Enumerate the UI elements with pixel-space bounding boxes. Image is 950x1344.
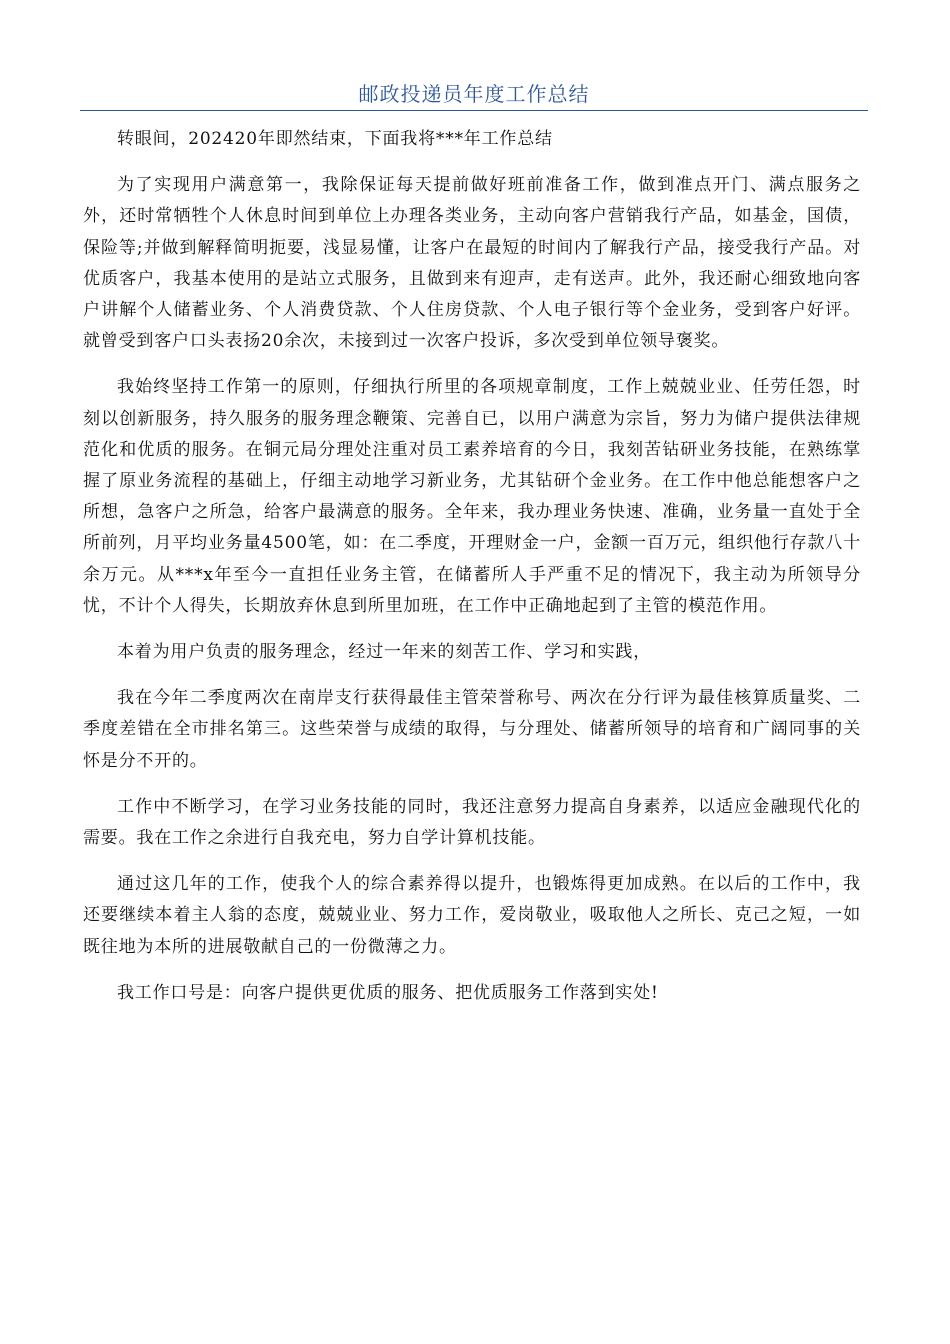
paragraph-customer-service: 为了实现用户满意第一，我除保证每天提前做好班前准备工作，做到准点开门、满点服务之外，还时常牺牲个人休息时间到单位上办理各类业务，主动向客户营销我行产品，如基金，国债，保险等;并做到解释简明扼要，浅显易懂，让客户在最短的时间内了解我行产品，接受我行产品。对优质客户，我基本使用的是站立式服务，且做到来有迎声，走有送声。此外，我还耐心细致地向客户讲解个人储蓄业务、个人消费贷款、个人住房贷款、个人电子银行等个金业务，受到客户好评。就曾受到客户口头表扬20余次，未接到过一次客户投诉，多次受到单位领导褒奖。 bbox=[83, 175, 861, 352]
paragraph-service-philosophy: 本着为用户负责的服务理念，经过一年来的刻苦工作、学习和实践， bbox=[117, 642, 651, 663]
document-title: 邮政投递员年度工作总结 bbox=[358, 82, 590, 106]
paragraph-future: 通过这几年的工作，使我个人的综合素养得以提升，也锻炼得更加成熟。在以后的工作中，我还要继续本着主人翁的态度，兢兢业业、努力工作，爱岗敬业，吸取他人之所长、克己之短，一如既往地为本所的进展敬献自己的一份微薄之力。 bbox=[83, 874, 861, 957]
document-body bbox=[83, 124, 861, 1024]
paragraph-intro: 转眼间，202420年即然结束，下面我将***年工作总结 bbox=[117, 129, 553, 149]
title-underline bbox=[80, 110, 868, 111]
paragraph-honors: 我在今年二季度两次在南岸支行获得最佳主管荣誉称号、两次在分行评为最佳核算质量奖、二季度差错在全市排名第三。这些荣誉与成绩的取得，与分理处、储蓄所领导的培育和广阔同事的关怀是分不开的。 bbox=[83, 688, 861, 771]
paragraph-learning: 工作中不断学习，在学习业务技能的同时，我还注意努力提高自身素养，以适应金融现代化的需要。我在工作之余进行自我充电，努力自学计算机技能。 bbox=[83, 796, 861, 849]
paragraph-slogan: 我工作口号是：向客户提供更优质的服务、把优质服务工作落到实处! bbox=[117, 982, 659, 1003]
paragraph-work-principle: 我始终坚持工作第一的原则，仔细执行所里的各项规章制度，工作上兢兢业业、任劳任怨，时刻以创新服务，持久服务的服务理念鞭策、完善自已，以用户满意为宗旨，努力为储户提供法律规范化和优质的服务。在铜元局分理处注重对员工素养培育的今日，我刻苦钻研业务技能，在熟练掌握了原业务流程的基础上，仔细主动地学习新业务，尤其钻研个金业务。在工作中他总能想客户之所想，急客户之所急，给客户最满意的服务。全年来，我办理业务快速、准确，业务量一直处于全所前列，月平均业务量4500笔，如：在二季度，开理财金一户，金额一百万元，组织他行存款八十余万元。从***x年至今一直担任业务主管，在储蓄所人手严重不足的情况下，我主动为所领导分忧，不计个人得失，长期放弃休息到所里加班，在工作中正确地起到了主管的模范作用。 bbox=[83, 377, 861, 616]
